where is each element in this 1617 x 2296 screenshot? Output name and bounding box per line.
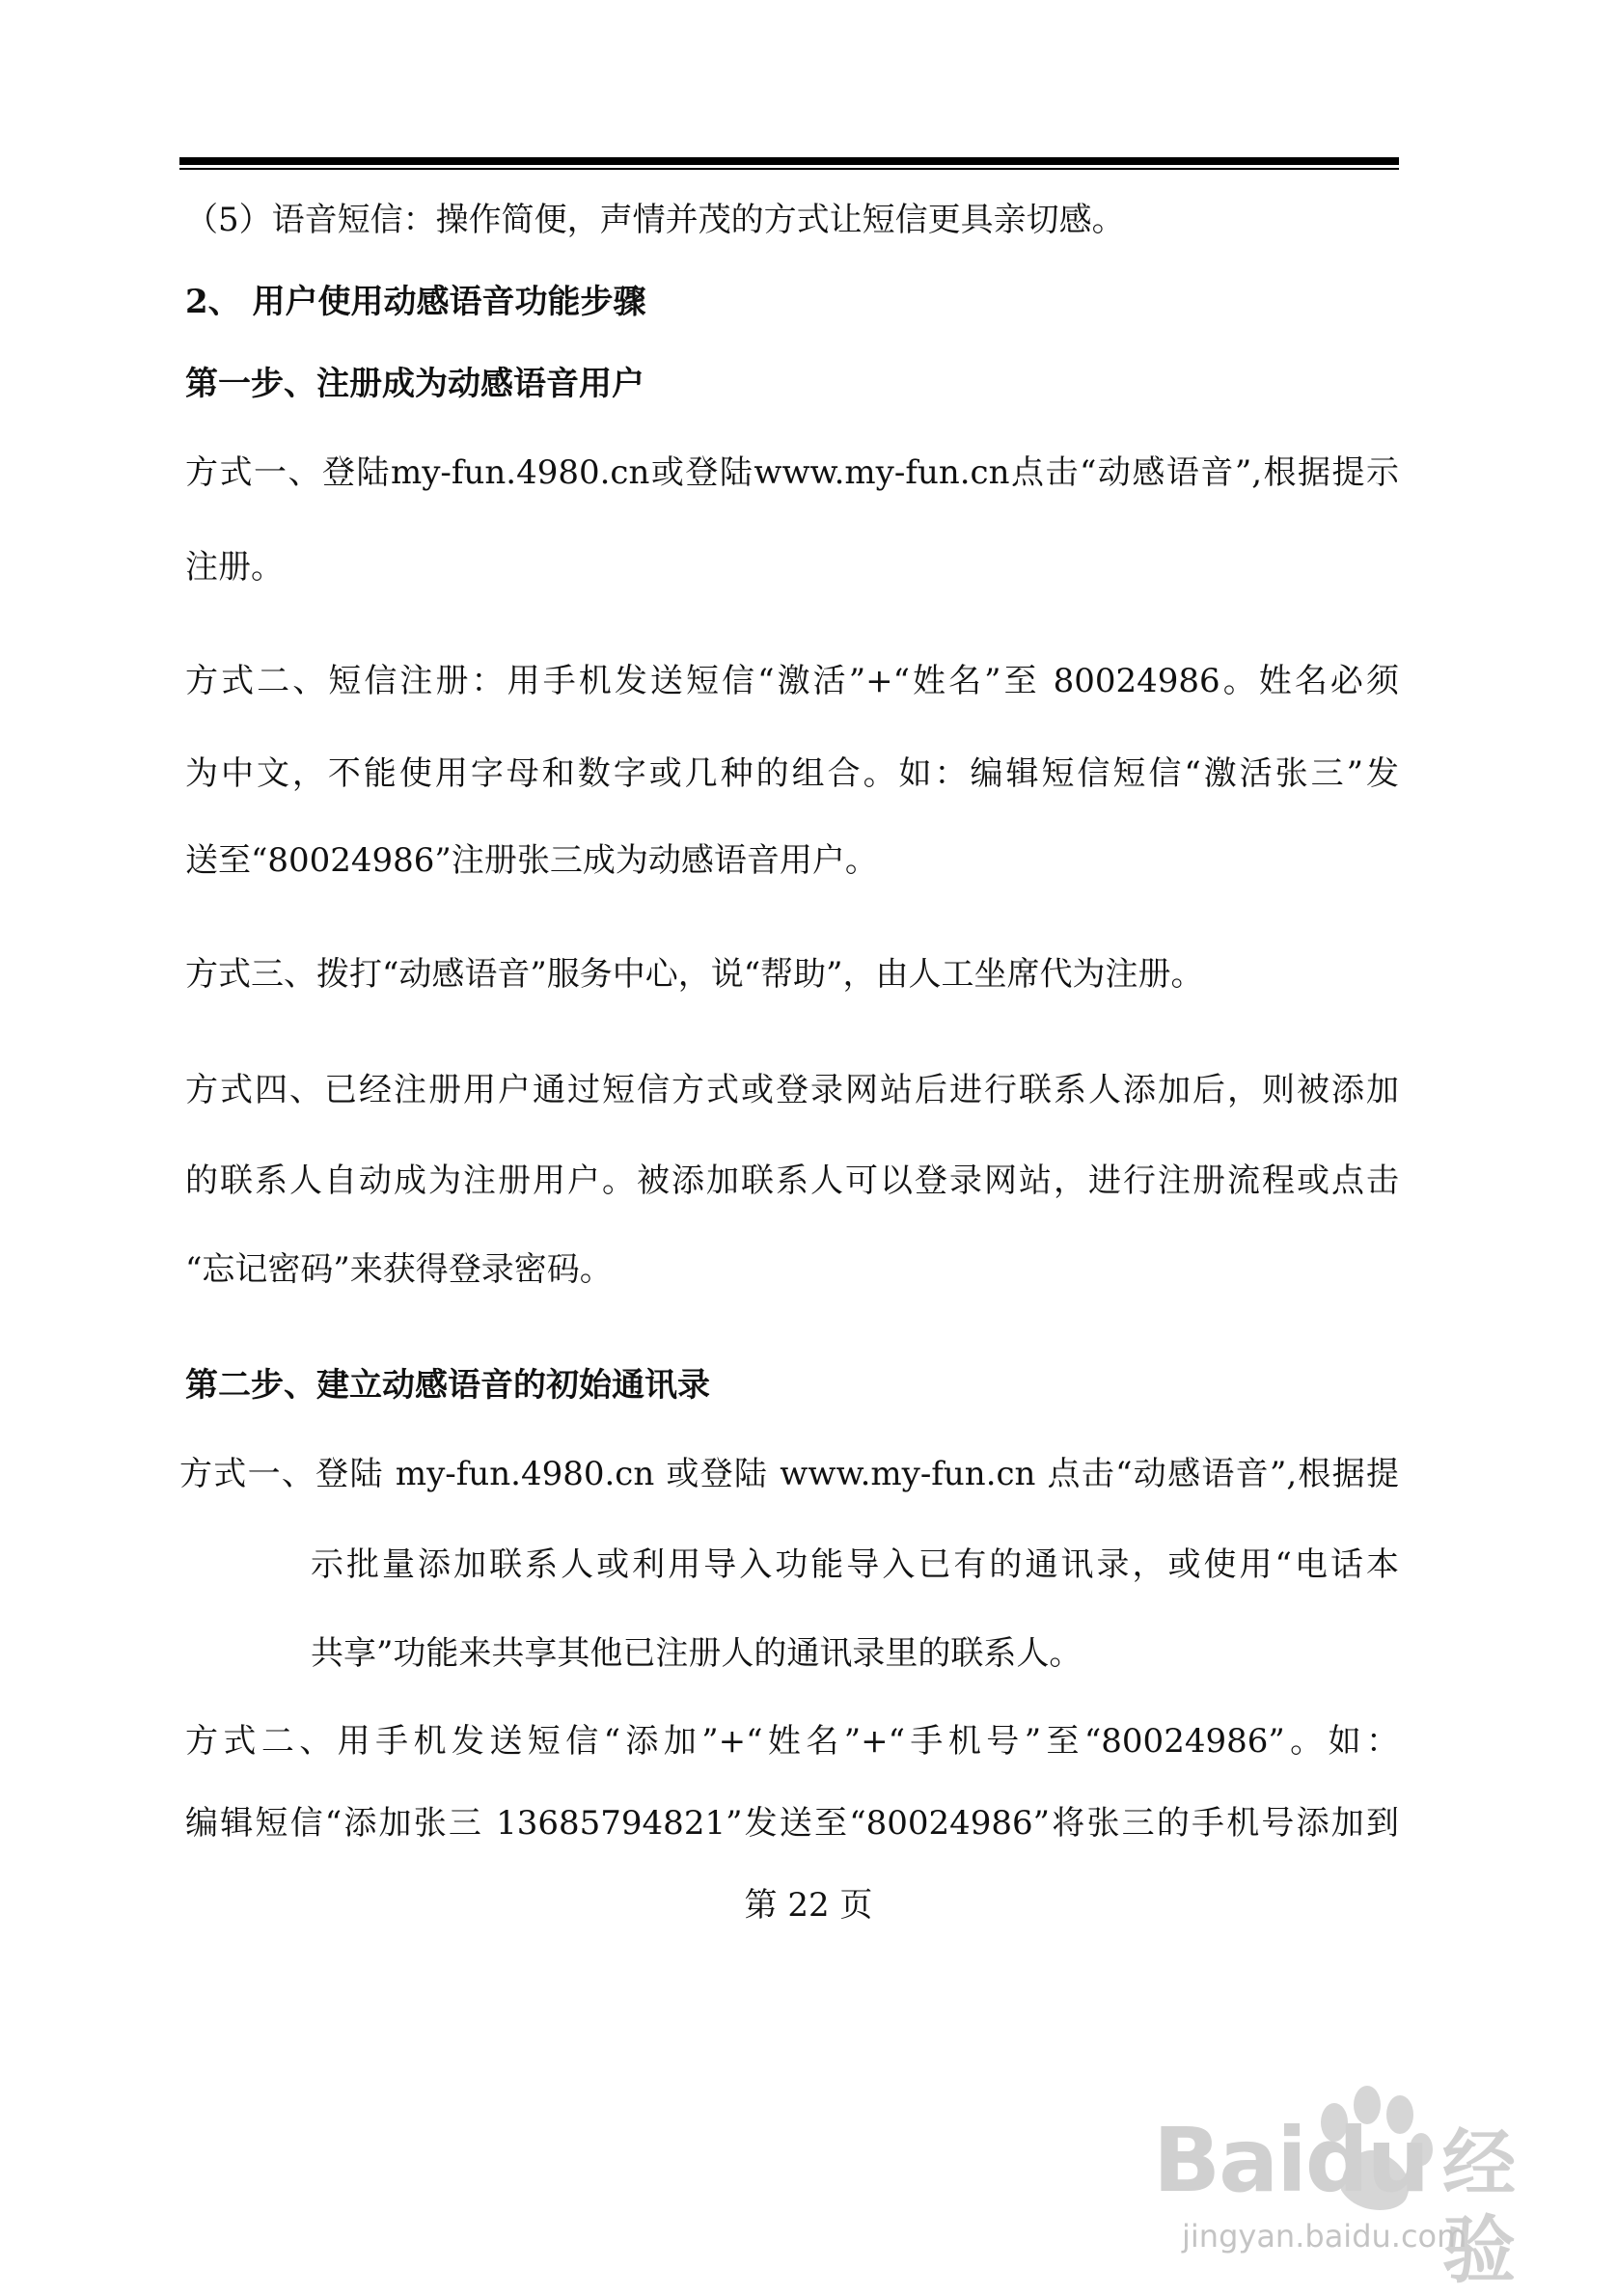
step-one-method-four-line-3: “忘记密码”来获得登录密码。 [185, 1250, 613, 1289]
step-two-method-two-line-1: 方式二、用手机发送短信“添加”+“姓名”+“手机号”至“80024986”。如： [185, 1722, 1399, 1761]
paragraph-voice-sms: （5）语音短信：操作简便，声情并茂的方式让短信更具亲切感。 [185, 201, 1125, 239]
page-number: 第 22 页 [744, 1886, 873, 1925]
step-two-method-one-line-1: 方式一、登陆 my-fun.4980.cn 或登陆 www.my-fun.cn 点击“动感语音”,根据提 [179, 1455, 1399, 1493]
watermark-brand: Baidu [1153, 2109, 1429, 2212]
step-two-method-one-line-3: 共享”功能来共享其他已注册人的通讯录里的联系人。 [311, 1634, 1083, 1673]
step-two-method-one-line-2: 示批量添加联系人或利用导入功能导入已有的通讯录，或使用“电话本 [311, 1545, 1399, 1584]
step-one-method-four-line-1: 方式四、已经注册用户通过短信方式或登录网站后进行联系人添加后，则被添加 [185, 1071, 1399, 1109]
step-one-heading: 第一步、注册成为动感语音用户 [185, 365, 644, 403]
step-one-method-two-line-2: 为中文，不能使用字母和数字或几种的组合。如：编辑短信短信“激活张三”发 [185, 754, 1399, 793]
watermark-product: 经验 [1442, 2120, 1516, 2293]
step-two-method-two-line-2: 编辑短信“添加张三 13685794821”发送至“80024986”将张三的手机号添加到 [185, 1804, 1399, 1843]
step-two-heading: 第二步、建立动感语音的初始通讯录 [185, 1366, 710, 1405]
step-one-method-four-line-2: 的联系人自动成为注册用户。被添加联系人可以登录网站，进行注册流程或点击 [185, 1162, 1399, 1200]
step-one-method-one-line-1: 方式一、登陆my-fun.4980.cn或登陆www.my-fun.cn点击“动感语音”,根据提示 [185, 453, 1399, 492]
watermark-url: jingyan.baidu.com [1182, 2218, 1467, 2255]
section-heading-steps: 2、 用户使用动感语音功能步骤 [185, 283, 646, 321]
step-one-method-two-line-3: 送至“80024986”注册张三成为动感语音用户。 [185, 841, 878, 880]
step-one-method-one-line-2: 注册。 [185, 548, 284, 587]
step-one-method-two-line-1: 方式二、短信注册：用手机发送短信“激活”+“姓名”至 80024986。姓名必须 [185, 662, 1399, 700]
header-rule-thick [179, 157, 1399, 165]
baidu-jingyan-watermark [1153, 2084, 1558, 2293]
header-rule-thin [179, 168, 1399, 170]
step-one-method-three: 方式三、拨打“动感语音”服务中心，说“帮助”，由人工坐席代为注册。 [185, 955, 1204, 994]
